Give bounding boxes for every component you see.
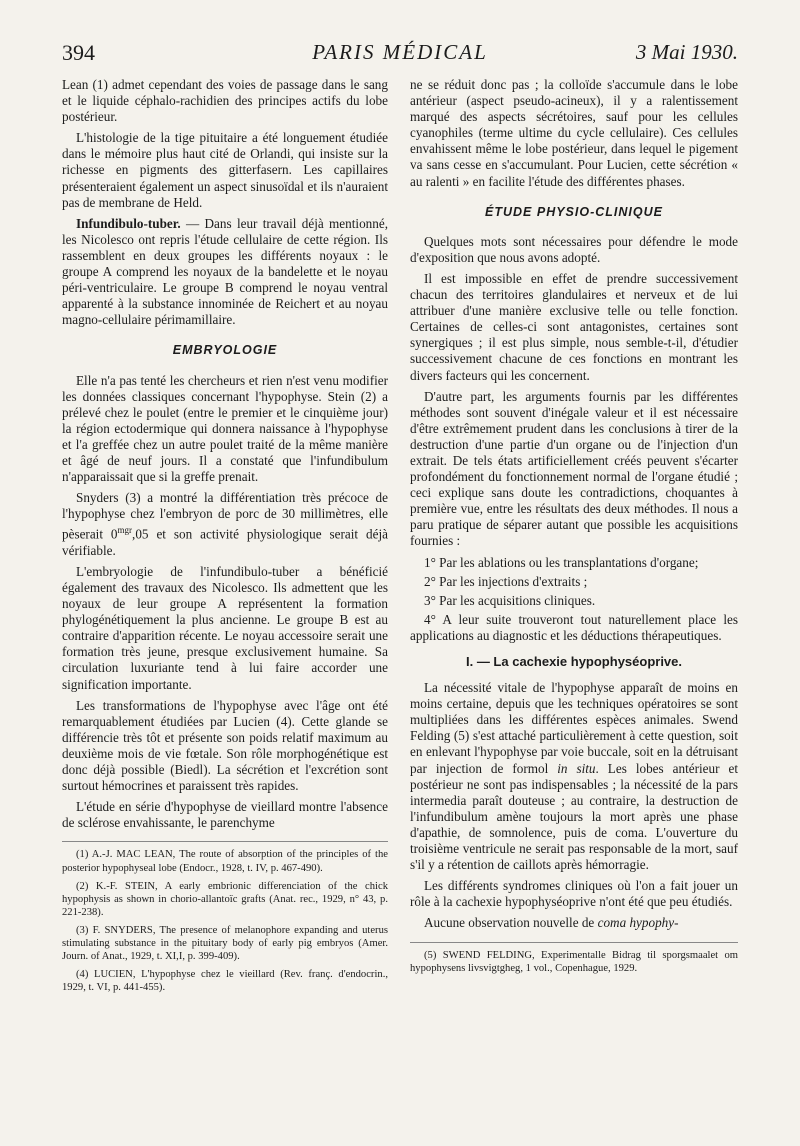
term: Infundibulo-tuber. bbox=[76, 215, 181, 231]
list-item: 4° A leur suite trouveront tout naturellement place les applications au diagnostic et les déductions thérapeutiques. bbox=[410, 611, 738, 643]
right-column bbox=[410, 77, 738, 980]
italic-term: in situ bbox=[557, 760, 596, 776]
paragraph: L'étude en série d'hypophyse de vieillard montre l'absence de sclérose envahissante, le parenchyme bbox=[62, 799, 388, 831]
paragraph: Il est impossible en effet de prendre successivement chacun des territoires glandulaires et nerveux et de lui attribuer d'une manière exclusive telle ou telle fonction. Certaines de celles-ci sont antagonistes, certaines sont synergiques ; il est plus simple, nous semble-t-il, d'étudier successivement chacune de ces fonctions en montrant les divers facteurs qui les concernent. bbox=[410, 270, 738, 383]
paragraph-text: ,05 et son activité physiologique serait déjà vérifiable. bbox=[62, 526, 388, 558]
footnote-rule bbox=[62, 841, 388, 842]
footnote: (4) LUCIEN, L'hypophyse chez le vieillard (Rev. franç. d'endocrin., 1929, t. VI, p. 441-455). bbox=[62, 969, 388, 994]
subsection-heading: I. — La cachexie hypophyséoprive. bbox=[465, 654, 683, 669]
paragraph bbox=[410, 915, 738, 931]
paragraph-text: Aucune observation nouvelle de bbox=[424, 915, 598, 931]
footnote-rule bbox=[410, 942, 738, 943]
paragraph-text: — Dans leur travail déjà mentionné, les Nicolesco ont repris l'étude cellulaire de cette région. Ils rassemblent en deux groupes les différents noyaux : le groupe A comprend les noyaux de la bandelette et le noyau péri-ventriculaire. Le groupe B comprend le noyau ventral apparenté à la substance innominée de Reichert et au noyau magno-cellulaire périmamillaire. bbox=[62, 215, 388, 328]
paragraph: Elle n'a pas tenté les chercheurs et rien n'est venu modifier les données classiques concernant l'hypophyse. Stein (2) a prélevé chez le poulet (entre le premier et le cinquième jour) la région ectodermique qui donnera naissance à l'hypophyse et l'a greffée chez un autre poulet traité de la même manière et âgé de neuf jours. Il a constaté que l'infundibulum n'apparaissait que si la greffe prenait. bbox=[62, 372, 388, 485]
paragraph bbox=[410, 680, 738, 873]
list-item: 1° Par les ablations ou les transplantations d'organe; bbox=[424, 554, 699, 570]
paragraph: L'histologie de la tige pituitaire a été longuement étudiée dans le mémoire plus haut cité de Orlandi, qui insiste sur la richesse en pigments des gitterfasern. Les capillaires présenteraient également un aspect sinusoïdal et ils n'auraient pas de membrane de Held. bbox=[62, 130, 388, 210]
left-column bbox=[62, 77, 388, 999]
paragraph-text: . Les lobes antérieur et postérieur ne sont pas indispensables ; la nécessité de la pars intermedia paraît douteuse ; au contraire, la destruction de l'infundibulum amène toujours la mort après une phase d'apathie, de somnolence, puis de coma. L'ouverture du troisième ventricule ne serait pas responsable de la mort, sauf s'il y a rétention de caillots après hémorragie. bbox=[410, 760, 738, 873]
footnote: (1) A.-J. MAC LEAN, The route of absorption of the principles of the posterior hypophyseal lobe (Endocr., 1928, t. IV, p. 467-490). bbox=[62, 849, 388, 874]
footnote: (5) SWEND FELDING, Experimentalle Bidrag til sporgsmaalet om hypophysens livsvigtgheg, 1 vol., Copenhague, 1929. bbox=[410, 949, 738, 974]
paragraph-text: La nécessité vitale de l'hypophyse apparaît de moins en moins certaine, depuis que les techniques opératoires se sont multipliées dans les différentes espèces animales. Swend Felding (5) s'est attaché particulièrement à cette question, soit en enlevant l'hypophyse par voie buccale, soit en la détruisant par injection de formol bbox=[410, 680, 738, 776]
section-heading-embryologie: EMBRYOLOGIE bbox=[172, 343, 278, 358]
paragraph: ne se réduit donc pas ; la colloïde s'accumule dans le lobe antérieur (aspect pseudo-acineux), il y a ralentissement marqué des aspects sécrétoires, sauf pour les cellules cyanophiles (terme ultime du cycle cellulaire). Ces cellules envahissent même le lobe postérieur, dans lequel le pigement va sans cesse en s'accumulant. Pour Lucien, cette sécrétion « au ralenti » en facilite l'étude des différentes phases. bbox=[410, 77, 738, 189]
journal-title: PARIS MÉDICAL bbox=[312, 40, 488, 64]
paragraph: L'embryologie de l'infundibulo-tuber a bénéficié également des travaux des Nicolesco. Ils admettent que les noyaux de leur groupe A représentent la formation phylogénétiquement la plus ancienne. Le groupe B est au contraire d'apparition récente. Le noyau accessoire serait une formation très jeune, presque exclusivement humaine. Sa circulation luxuriante tend à lui faire accorder une signification importante. bbox=[62, 563, 388, 692]
paragraph bbox=[62, 490, 388, 559]
paragraph: Les transformations de l'hypophyse avec l'âge ont été remarquablement étudiées par Lucien (4). Cette glande se différencie très tôt et présente son poids relatif maximum au deuxième mois de vie fœtale. Son rôle morphogénétique est donc déjà possible (Biedl). La sécrétion et l'excrétion sont surtout hémocrines et paraissent très rapides. bbox=[62, 697, 388, 794]
page-number: 394 bbox=[62, 40, 95, 65]
issue-date: 3 Mai 1930. bbox=[635, 40, 738, 64]
list-item: 3° Par les acquisitions cliniques. bbox=[424, 592, 596, 608]
paragraph-text: Snyders (3) a montré la différentiation très précoce de l'hypophyse chez l'embryon de porc de 30 millimètres, elle pèserait 0 bbox=[62, 490, 388, 542]
paragraph bbox=[62, 216, 388, 329]
page-header bbox=[62, 38, 738, 70]
unit-superscript: mgr bbox=[117, 525, 133, 536]
italic-term: coma hypophy- bbox=[597, 915, 679, 931]
paragraph: Quelques mots sont nécessaires pour défendre le mode d'exposition que nous avons adopté. bbox=[410, 233, 738, 265]
paragraph: D'autre part, les arguments fournis par les différentes méthodes sont souvent d'inégale valeur et il est nécessaire d'être extrêmement prudent dans les conclusions à tirer de la destruction d'une partie d'un organe ou de l'injection d'un extrait. De tels états artificiellement créés peuvent s'écarter profondément du fonctionnement normal de l'organe étudié ; ceci explique sans doute les contradictions, choquantes à première vue, entre les résultats des deux méthodes. Il nous a paru pratique de séparer autant que possible les acquisitions fournies : bbox=[410, 388, 738, 549]
paragraph: Les différents syndromes cliniques où l'on a fait jouer un rôle à la cachexie hypophyséoprive n'ont été que peu étudiés. bbox=[410, 878, 738, 910]
footnote: (3) F. SNYDERS, The presence of melanophore expanding and uterus stimulating substance in the pituitary body of early pig embryos (Amer. Journ. of Anat., 1929, t. XI,I, p. 399-409). bbox=[62, 924, 388, 963]
footnote: (2) K.-F. STEIN, A early embrionic differenciation of the chick hypophysis as shown in chorio-allantoïc grafts (Anat. rec., 1929, n° 43, p. 221-238). bbox=[62, 880, 388, 918]
section-heading-physio-clinique: ÉTUDE PHYSIO-CLINIQUE bbox=[485, 204, 663, 219]
paragraph: Lean (1) admet cependant des voies de passage dans le sang et le liquide céphalo-rachidien des principes actifs du lobe postérieur. bbox=[62, 77, 388, 125]
list-item: 2° Par les injections d'extraits ; bbox=[424, 573, 588, 589]
